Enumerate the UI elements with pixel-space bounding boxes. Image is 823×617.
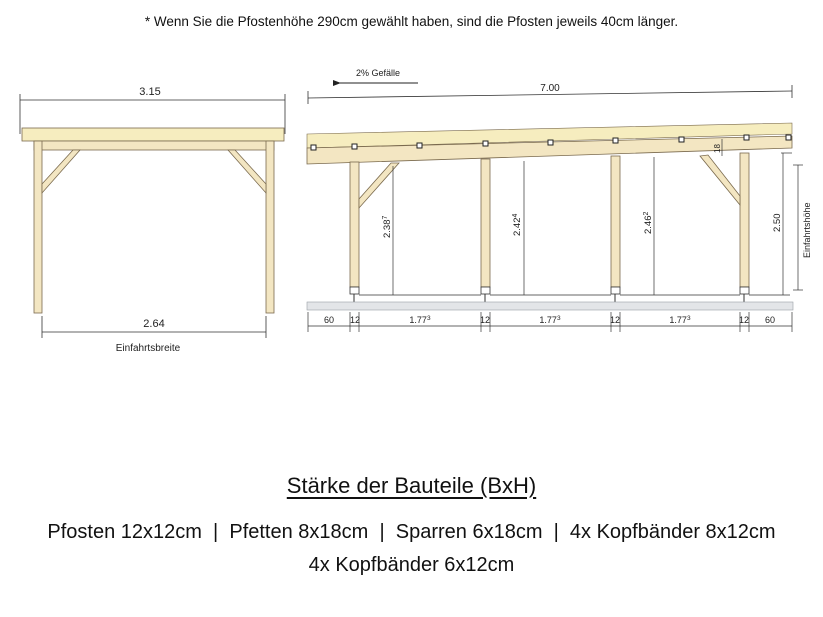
span-label: 1.77$^3$ <box>409 314 431 325</box>
front-post-left <box>34 141 42 313</box>
front-bottom-width-label: 2.64 <box>143 318 165 330</box>
note-text: * Wenn Sie die Pfostenhöhe 290cm gewählt haben, sind die Pfosten jeweils 40cm länger. <box>144 14 679 29</box>
span-label: 1.77$^3$ <box>669 314 691 325</box>
front-roof <box>22 128 284 141</box>
span-label: 12 <box>479 315 491 325</box>
parts-line-1: Pfosten 12x12cm | Pfetten 8x18cm | Sparren 6x18cm | 4x Kopfbänder 8x12cm <box>47 521 776 543</box>
height-label-1: 2.38$^7$ <box>381 215 393 238</box>
rafter-end <box>744 135 749 140</box>
ground <box>307 302 793 310</box>
side-total-length-label: 7.00 <box>540 83 560 94</box>
side-post-4 <box>740 153 749 287</box>
rafter-height-label: 18 <box>713 144 722 153</box>
rafter-end <box>679 137 684 142</box>
side-posts <box>350 153 749 287</box>
span-label: 60 <box>764 315 776 325</box>
rafter-end <box>417 143 422 148</box>
front-brace-left <box>42 150 80 193</box>
side-view <box>307 68 812 332</box>
post-anchor <box>481 287 490 294</box>
post-anchor <box>350 287 359 294</box>
front-beam <box>34 141 274 150</box>
span-label: 1.77$^3$ <box>539 314 561 325</box>
side-brace-right <box>700 155 740 205</box>
span-label: 12 <box>738 315 750 325</box>
rafter-end <box>613 138 618 143</box>
slope-label: 2% Gefälle <box>355 68 401 78</box>
post-anchor <box>740 287 749 294</box>
height-dimensions <box>359 153 792 295</box>
front-brace-right <box>228 150 266 193</box>
front-post-right <box>266 141 274 313</box>
rafter-end <box>311 145 316 150</box>
post-anchor <box>611 287 620 294</box>
section-title <box>0 473 823 499</box>
side-post-2 <box>481 159 490 287</box>
height-label-2: 2.42$^4$ <box>511 213 523 236</box>
rafter-end <box>483 141 488 146</box>
span-label: 60 <box>323 315 335 325</box>
front-top-width-label: 3.15 <box>139 86 161 98</box>
span-label: 12 <box>609 315 621 325</box>
front-bottom-caption: Einfahrtsbreite <box>115 343 181 354</box>
height-label-4: 2.50 <box>772 213 783 232</box>
rafter-end <box>548 140 553 145</box>
rafter-end <box>786 135 791 140</box>
span-label: 12 <box>349 315 361 325</box>
section-title-text: Stärke der Bauteile (BxH) <box>286 473 537 498</box>
front-view <box>20 86 285 354</box>
side-post-1 <box>350 162 359 287</box>
parts-line-2: 4x Kopfbänder 6x12cm <box>308 554 515 576</box>
height-caption: Einfahrtshöhe <box>802 202 812 258</box>
side-post-3 <box>611 156 620 287</box>
post-anchors <box>350 287 749 294</box>
rafter-end <box>352 144 357 149</box>
height-label-3: 2.46$^2$ <box>642 211 654 234</box>
